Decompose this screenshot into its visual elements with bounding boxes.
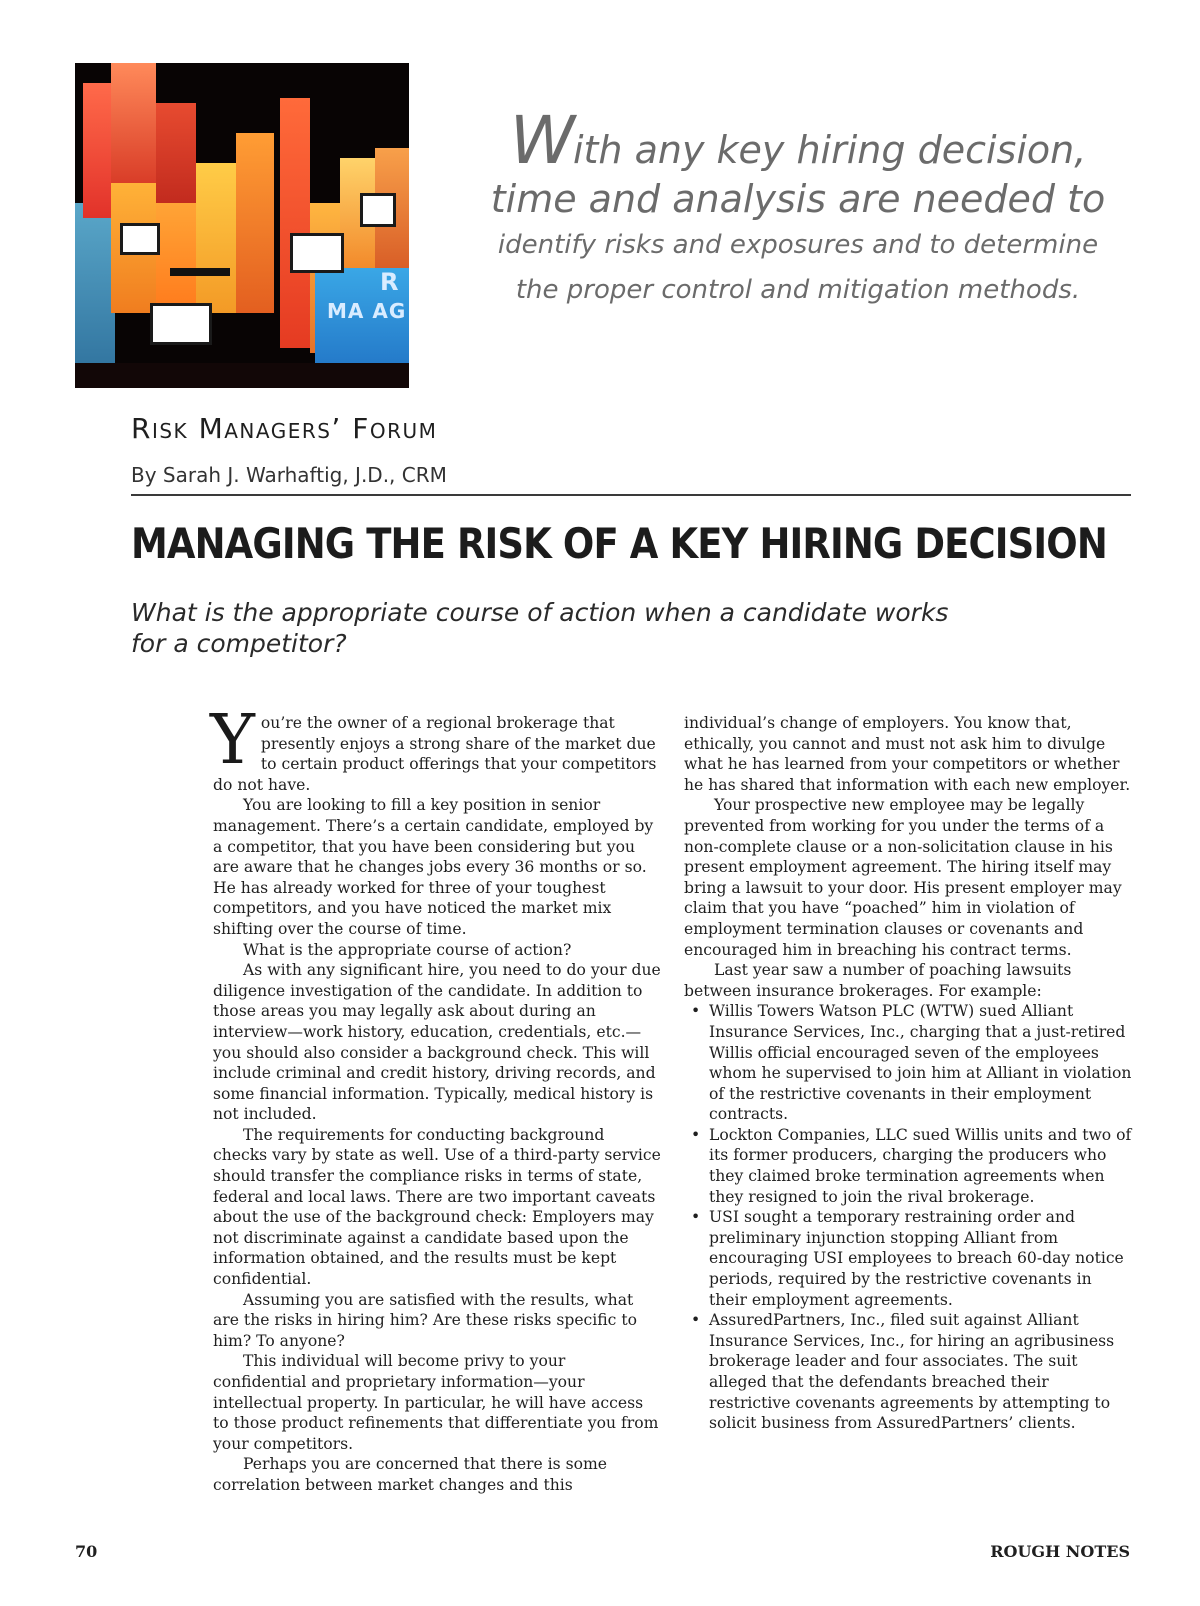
body-paragraph: Last year saw a number of poaching lawsuits between insurance brokerages. For example: — [684, 961, 1072, 1000]
body-paragraph — [210, 701, 663, 795]
list-item — [691, 1207, 1134, 1310]
deck-subtitle: What is the appropriate course of action when a candidate works for a competitor? — [131, 598, 949, 658]
body-paragraph: The requirements for conducting background checks vary by state as well. Use of a third-party service should transfer the compliance risks in terms of state, federal and local laws. There are two important caveats about the use of the background check: Employers may not discriminate against a candidate based upon the information obtained, and the results must be kept confidential. — [213, 1125, 661, 1289]
body-paragraph: As with any significant hire, you need to do your due diligence investigation of the candidate. In addition to those areas you may legally ask about during an interview—work history, education, credentials, etc.—you should also consider a background check. This will include criminal and credit history, driving records, and some financial information. Typically, medical history is not included. — [213, 961, 661, 1124]
divider-rule — [131, 494, 1131, 496]
body-column-right — [684, 713, 1134, 1434]
bullet-icon: • — [691, 1125, 701, 1144]
hero-photo — [75, 63, 409, 388]
list-item-text: AssuredPartners, Inc., filed suit against Alliant Insurance Services, Inc., for hiring an agribusiness brokerage leader and four associates. The suit alleged that the defendants breached their restrictive covenants agreements by attempting to solicit business from AssuredPartners’ clients. — [709, 1311, 1115, 1433]
page-number: 70 — [75, 1542, 98, 1561]
list-item — [691, 1125, 1134, 1207]
column-name: Risk Managers’ Forum — [131, 412, 438, 445]
list-item — [691, 1001, 1134, 1125]
pull-quote-drop-letter: W — [509, 102, 573, 179]
pull-quote-line1-text: ith any key hiring decision, — [572, 128, 1087, 172]
list-item-text: Lockton Companies, LLC sued Willis units and two of its former producers, charging the producers who they claimed broke termination agreements when they resigned to join the rival brokerage. — [709, 1125, 1132, 1206]
paragraph-text: ou’re the owner of a regional brokerage that presently enjoys a strong share of the market due to certain product offerings that your competitors do not have. — [213, 714, 657, 794]
pull-quote-line3: identify risks and exposures and to determine — [497, 230, 1099, 260]
bullet-icon: • — [691, 1208, 701, 1227]
pull-quote — [448, 102, 1148, 313]
bullet-icon: • — [691, 1311, 701, 1330]
body-paragraph: Your prospective new employee may be legally prevented from working for you under the terms of a non-complete clause or a non-solicitation clause in his present employment agreement. The hiring itself may bring a lawsuit to your door. His present employer may claim that you have “poached” him in violation of employment termination clauses or covenants and encouraged him in breaching his contract terms. — [684, 796, 1122, 959]
body-paragraph: What is the appropriate course of action? — [243, 940, 572, 959]
pull-quote-line2: time and analysis are needed to — [490, 177, 1106, 221]
list-item-text: USI sought a temporary restraining order and preliminary injunction stopping Alliant from encouraging USI employees to breach 60-day notice periods, required by the restrictive covenants in their employment agreements. — [709, 1208, 1124, 1309]
body-paragraph: You are looking to fill a key position in senior management. There’s a certain candidate, employed by a competitor, that you have been considering but you are aware that he changes jobs every 36 months or so. He has already worked for three of your toughest competitors, and you have noticed the market mix shifting over the course of time. — [213, 796, 654, 938]
body-paragraph: Perhaps you are concerned that there is some correlation between market changes and this — [213, 1455, 608, 1494]
lawsuit-list — [684, 1001, 1134, 1433]
list-item — [691, 1310, 1134, 1434]
sign-text-1: R — [380, 268, 400, 296]
bullet-icon: • — [691, 1002, 701, 1021]
sign-text-2: MA AG — [327, 299, 407, 323]
drop-cap: Y — [210, 701, 255, 780]
headline: MANAGING THE RISK OF A KEY HIRING DECISION — [131, 519, 1107, 568]
byline: By Sarah J. Warhaftig, J.D., CRM — [131, 463, 447, 487]
pull-quote-line4: the proper control and mitigation methods. — [515, 275, 1081, 305]
body-paragraph: individual’s change of employers. You know that, ethically, you cannot and must not ask him to divulge what he has learned from your competitors or whether he has shared that information with each new employer. — [684, 714, 1131, 794]
body-paragraph: Assuming you are satisfied with the results, what are the risks in hiring him? Are these risks specific to him? To anyone? — [213, 1290, 638, 1350]
body-column-left — [210, 701, 663, 1496]
pull-quote-line1 — [448, 102, 1148, 179]
publication-name: ROUGH NOTES — [990, 1542, 1130, 1561]
list-item-text: Willis Towers Watson PLC (WTW) sued Alliant Insurance Services, Inc., charging that a just-retired Willis official encouraged seven of the employees whom he supervised to join him at Alliant in violation of the restrictive covenants in their employment contracts. — [709, 1002, 1132, 1124]
body-paragraph: This individual will become privy to your confidential and proprietary information—your intellectual property. In particular, he will have access to those product refinements that differentiate you from your competitors. — [213, 1352, 659, 1453]
